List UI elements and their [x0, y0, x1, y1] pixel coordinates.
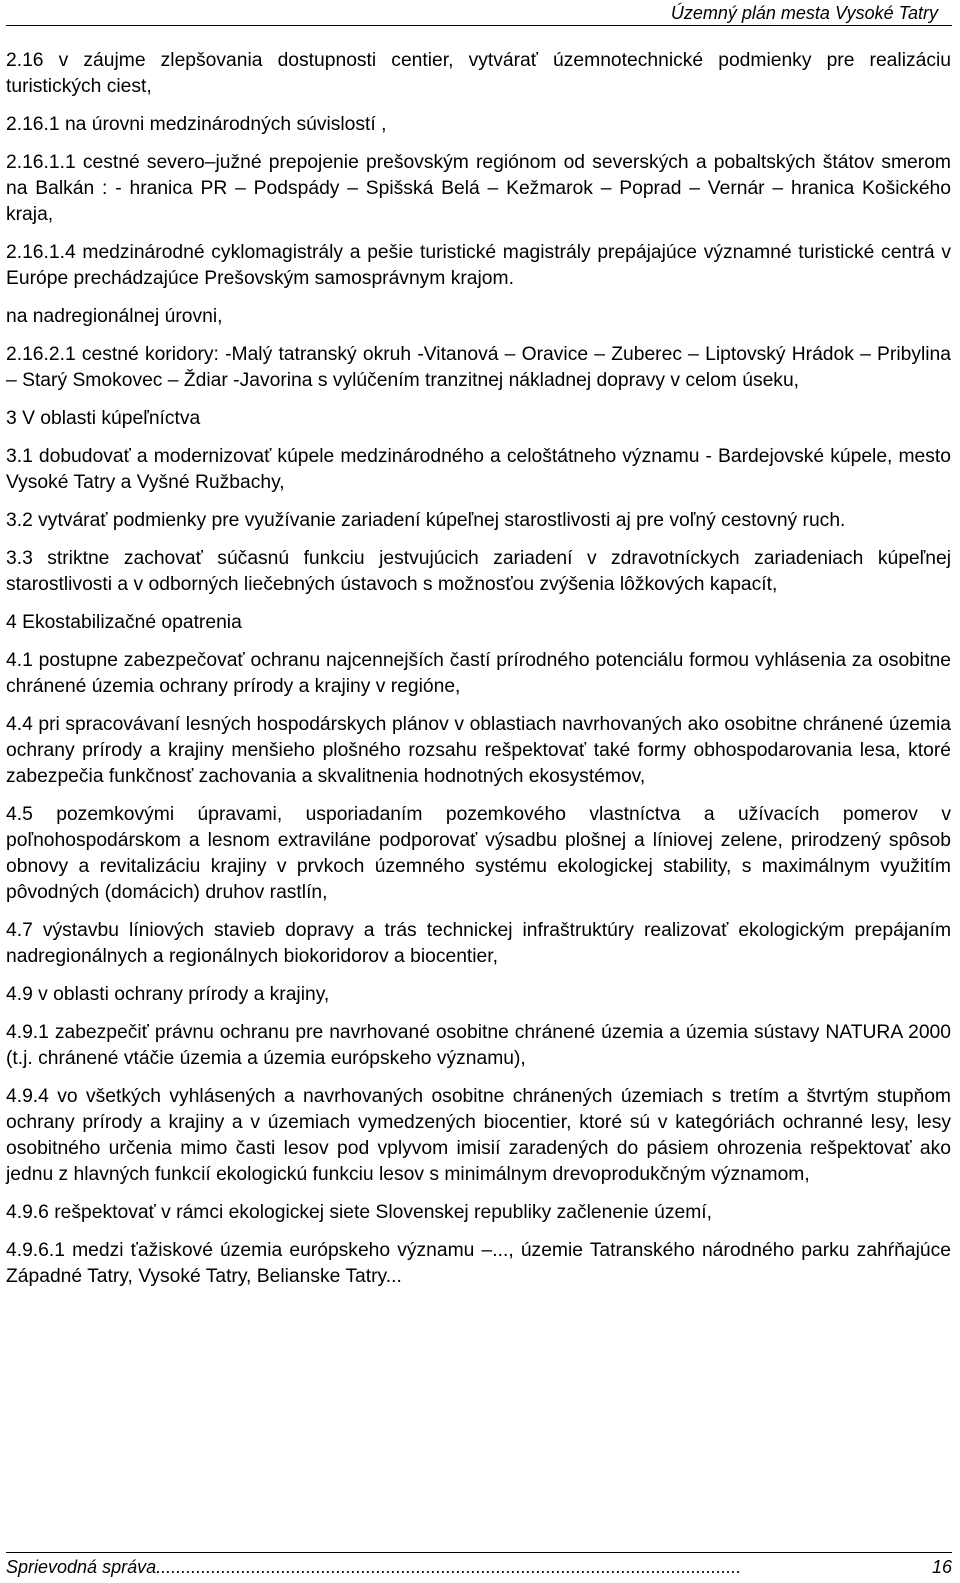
- paragraph-2-16-2-1: 2.16.2.1 cestné koridory: -Malý tatranský okruh -Vitanová – Oravice – Zuberec – Liptovský Hrádok – Pribylina – Starý Smokovec – Ždiar -Javorina s vylúčením tranzitnej nákladnej dopravy v celom úseku,: [6, 344, 951, 391]
- paragraph-nadregionalna: na nadregionálnej úrovni,: [6, 306, 223, 327]
- paragraph-3-3: 3.3 striktne zachovať súčasnú funkciu jestvujúcich zariadení v zdravotníckych zariadeniach kúpeľnej starostlivosti a v odborných liečebných ústavoch s možnosťou zvýšenia lôžkových kapacít,: [6, 548, 951, 595]
- paragraph-4-9-4: 4.9.4 vo všetkých vyhlásených a navrhovaných osobitne chránených územiach s tretím a štvrtým stupňom ochrany prírody a krajiny a v územiach vymedzených biocentier, ktoré sú v kategóriách ochranné lesy, lesy osobitného určenia mimo časti lesov pod vplyvom imisií zaradených do pásiem ohrozenia rešpektovať ako jednu z hlavných funkcií ekologickú funkciu lesov s minimálnym drevoprodukčným významom,: [6, 1086, 951, 1185]
- paragraph-4-4: 4.4 pri spracovávaní lesných hospodárskych plánov v oblastiach navrhovaných ako osobitne chránené územia ochrany prírody a krajiny menšieho plošného rozsahu rešpektovať také formy obhospodarovania lesa, ktoré zabezpečia funkčnosť zachovania a skvalitnenia hodnotných ekosystémov,: [6, 714, 951, 787]
- paragraph-2-16-1: 2.16.1 na úrovni medzinárodných súvislostí ,: [6, 114, 387, 135]
- document-title: Územný plán mesta Vysoké Tatry: [670, 3, 938, 23]
- page-number: 16: [931, 1557, 952, 1577]
- paragraph-4-9: 4.9 v oblasti ochrany prírody a krajiny,: [6, 984, 330, 1005]
- footer-document-name: Sprievodná správa.....................................................................................................................: [6, 1557, 742, 1577]
- document-body: [6, 48, 951, 1302]
- paragraph-4-9-6-1: 4.9.6.1 medzi ťažiskové územia európskeho významu –..., územie Tatranského národného parku zahŕňajúce Západné Tatry, Vysoké Tatry, Belianske Tatry...: [6, 1240, 951, 1287]
- section-heading-ekostabilizacne: 4 Ekostabilizačné opatrenia: [6, 612, 242, 633]
- paragraph-3-1: 3.1 dobudovať a modernizovať kúpele medzinárodného a celoštátneho významu - Bardejovské kúpele, mesto Vysoké Tatry a Vyšné Ružbachy,: [6, 446, 951, 493]
- section-heading-kupelnictvo: 3 V oblasti kúpeľníctva: [6, 408, 201, 429]
- paragraph-2-16-1-4: 2.16.1.4 medzinárodné cyklomagistrály a pešie turistické magistrály prepájajúce významné turistické centrá v Európe prechádzajúce Prešovským samosprávnym krajom.: [6, 242, 951, 289]
- page-footer: [6, 1552, 952, 1583]
- paragraph-4-7: 4.7 výstavbu líniových stavieb dopravy a trás technickej infraštruktúry realizovať ekologickým prepájaním nadregionálnych a regionálnych biokoridorov a biocentier,: [6, 920, 951, 967]
- paragraph-2-16: 2.16 v záujme zlepšovania dostupnosti centier, vytvárať územnotechnické podmienky pre realizáciu turistických ciest,: [6, 50, 951, 97]
- paragraph-4-9-6: 4.9.6 rešpektovať v rámci ekologickej siete Slovenskej republiky začlenenie území,: [6, 1202, 712, 1223]
- paragraph-3-2: 3.2 vytvárať podmienky pre využívanie zariadení kúpeľnej starostlivosti aj pre voľný cestovný ruch.: [6, 510, 846, 531]
- page-header: [6, 0, 952, 26]
- paragraph-4-9-1: 4.9.1 zabezpečiť právnu ochranu pre navrhované osobitne chránené územia a územia sústavy NATURA 2000 (t.j. chránené vtáčie územia a územia európskeho významu),: [6, 1022, 951, 1069]
- paragraph-4-5: 4.5 pozemkovými úpravami, usporiadaním pozemkového vlastníctva a užívacích pomerov v poľnohospodárskom a lesnom extraviláne podporovať výsadbu plošnej a líniovej zelene, prirodzený spôsob obnovy a revitalizáciu krajiny v prvkoch územného systému ekologickej stability, s maximálnym využitím pôvodných (domácich) druhov rastlín,: [6, 804, 951, 903]
- paragraph-4-1: 4.1 postupne zabezpečovať ochranu najcennejších častí prírodného potenciálu formou vyhlásenia za osobitne chránené územia ochrany prírody a krajiny v regióne,: [6, 650, 951, 697]
- paragraph-2-16-1-1: 2.16.1.1 cestné severo–južné prepojenie prešovským regiónom od severských a pobaltských štátov smerom na Balkán : - hranica PR – Podspády – Spišská Belá – Kežmarok – Poprad – Vernár – hranica Košického kraja,: [6, 152, 951, 225]
